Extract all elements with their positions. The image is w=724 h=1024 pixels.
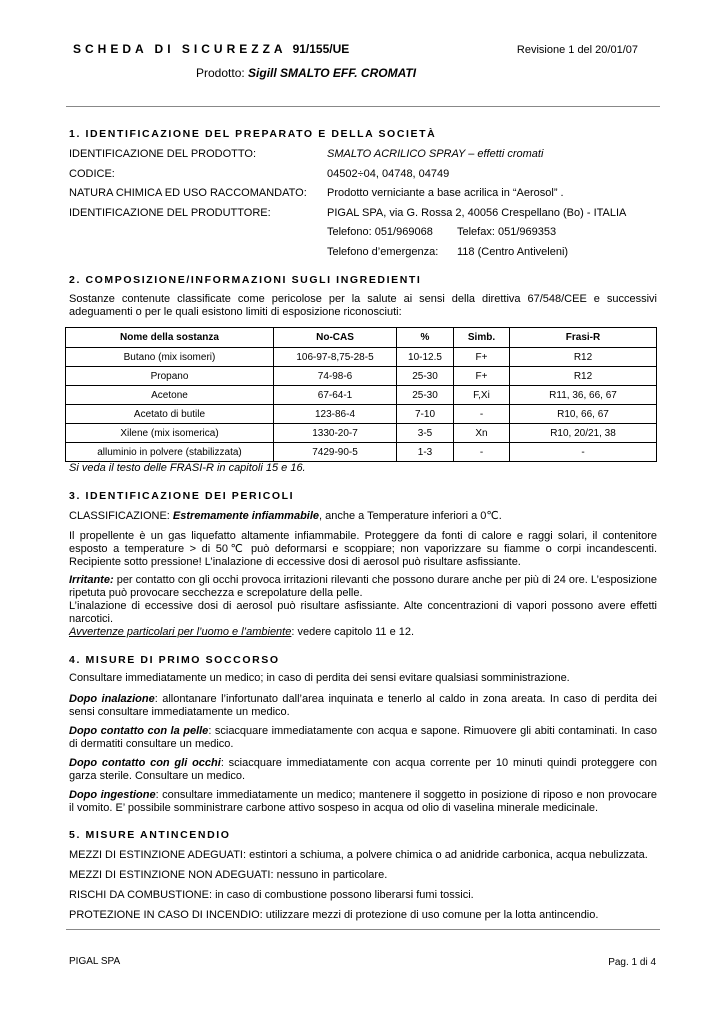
s1-emergency-value: 118 (Centro Antiveleni) bbox=[457, 246, 569, 258]
section-2-title: 2. COMPOSIZIONE/INFORMAZIONI SUGLI INGREDIENTI bbox=[69, 274, 422, 286]
revision-info: Revisione 1 del 20/01/07 bbox=[516, 44, 638, 56]
s1-emergency-label: Telefono d’emergenza: bbox=[327, 246, 439, 258]
cell-cas: 74-98-6 bbox=[274, 367, 397, 386]
cell-percent: 25-30 bbox=[397, 367, 454, 386]
cell-symbol: F+ bbox=[454, 367, 510, 386]
s1-label-product: IDENTIFICAZIONE DEL PRODOTTO: bbox=[69, 148, 257, 160]
col-header-symbol: Simb. bbox=[454, 328, 510, 348]
cell-name: Acetone bbox=[66, 386, 274, 405]
s4-skin-contact: Dopo contatto con la pelle: sciacquare immediatamente con acqua e sapone. Rimuovere gli abiti contaminati. In caso di dermatiti consultare un medico. bbox=[69, 725, 657, 750]
product-name: Sigill SMALTO EFF. CROMATI bbox=[248, 66, 417, 80]
s1-label-code: CODICE: bbox=[69, 168, 115, 180]
s4-inhalation: Dopo inalazione: allontanare l’infortunato dall’area inquinata e tenerlo al caldo in zona areata. In caso di perdita dei sensi consultare immediatamente un medico. bbox=[69, 693, 657, 718]
s3-classification: CLASSIFICAZIONE: Estremamente infiammabile, anche a Temperature inferiori a 0℃. bbox=[69, 510, 502, 522]
s1-value-producer: PIGAL SPA, via G. Rossa 2, 40056 Crespellano (Bo) - ITALIA bbox=[327, 207, 627, 219]
col-header-r-phrases: Frasi-R bbox=[510, 328, 657, 348]
product-heading: Prodotto: Sigill SMALTO EFF. CROMATI bbox=[196, 66, 417, 80]
cell-percent: 3-5 bbox=[397, 424, 454, 443]
cell-percent: 7-10 bbox=[397, 405, 454, 424]
cell-r-phrases: R12 bbox=[510, 367, 657, 386]
table-row bbox=[66, 443, 657, 462]
cell-name: Acetato di butile bbox=[66, 405, 274, 424]
s4-eye-contact: Dopo contatto con gli occhi: sciacquare immediatamente con acqua corrente per 10 minuti quindi proteggere con garza sterile. Consultare un medico. bbox=[69, 757, 657, 782]
footer-divider bbox=[66, 929, 660, 930]
cell-r-phrases: R12 bbox=[510, 348, 657, 367]
s3-warnings: Avvertenze particolari per l’uomo e l’ambiente: vedere capitolo 11 e 12. bbox=[69, 626, 415, 638]
section-3-title: 3. IDENTIFICAZIONE DEI PERICOLI bbox=[69, 490, 295, 502]
cell-r-phrases: R10, 20/21, 38 bbox=[510, 424, 657, 443]
s4-ingestion: Dopo ingestione: consultare immediatamente un medico; mantenere il soggetto in posizione di riposo e non provocare il vomito. E’ possibile somministrare carbone attivo sospeso in acqua od olio di vaselina minerale medicinale. bbox=[69, 789, 657, 814]
s3-irritant-paragraph: Irritante: per contatto con gli occhi provoca irritazioni rilevanti che possono durare anche per più di 24 ore. L’esposizione ripetuta può provocare secchezza e screpolature della pelle. bbox=[69, 574, 657, 599]
document-title: SCHEDA DI SICUREZZA 91/155/UE bbox=[73, 42, 350, 56]
col-header-cas: No-CAS bbox=[274, 328, 397, 348]
s5-combustion-risks: RISCHI DA COMBUSTIONE: in caso di combustione possono liberarsi fumi tossici. bbox=[69, 889, 474, 901]
warnings-label: Avvertenze particolari per l’uomo e l’ambiente bbox=[69, 626, 292, 638]
s1-fax: Telefax: 051/969353 bbox=[457, 226, 557, 238]
col-header-name: Nome della sostanza bbox=[66, 328, 274, 348]
footer-page-number: Pag. 1 di 4 bbox=[608, 957, 656, 968]
header-divider bbox=[66, 106, 660, 107]
cell-cas: 1330-20-7 bbox=[274, 424, 397, 443]
cell-cas: 67-64-1 bbox=[274, 386, 397, 405]
table-row bbox=[66, 386, 657, 405]
s3-inhalation-paragraph: L’inalazione di eccessive dosi di aerosol può risultare asfissiante. Alte concentrazioni di vapori possono avere effetti narcotici. bbox=[69, 600, 657, 625]
ingredients-table bbox=[65, 327, 657, 462]
cell-symbol: - bbox=[454, 405, 510, 424]
cell-cas: 123-86-4 bbox=[274, 405, 397, 424]
section-1-title: 1. IDENTIFICAZIONE DEL PREPARATO E DELLA SOCIETÀ bbox=[69, 128, 437, 140]
cell-r-phrases: - bbox=[510, 443, 657, 462]
cell-name: Xilene (mix isomerica) bbox=[66, 424, 274, 443]
directive-code: 91/155/UE bbox=[292, 42, 350, 56]
cell-name: Propano bbox=[66, 367, 274, 386]
cell-percent: 1-3 bbox=[397, 443, 454, 462]
irritant-label: Irritante: bbox=[69, 574, 114, 586]
table-row bbox=[66, 348, 657, 367]
cell-percent: 25-30 bbox=[397, 386, 454, 405]
cell-symbol: F+ bbox=[454, 348, 510, 367]
s1-label-nature: NATURA CHIMICA ED USO RACCOMANDATO: bbox=[69, 187, 307, 199]
cell-symbol: Xn bbox=[454, 424, 510, 443]
s5-fire-protection: PROTEZIONE IN CASO DI INCENDIO: utilizzare mezzi di protezione di uso comune per la lotta antincendio. bbox=[69, 909, 599, 921]
table-row bbox=[66, 405, 657, 424]
s2-note: Si veda il testo delle FRASI-R in capitoli 15 e 16. bbox=[69, 462, 306, 474]
table-row bbox=[66, 367, 657, 386]
table-header-row bbox=[66, 328, 657, 348]
cell-name: Butano (mix isomeri) bbox=[66, 348, 274, 367]
s3-propellant-paragraph: Il propellente è un gas liquefatto altamente infiammabile. Proteggere da fonti di calore e raggi solari, il contenitore esposto a temperature > di 50℃ può deformarsi e scoppiare; non vaporizzare su fiamme o corpi incandescenti. Recipiente sotto pressione! L’inalazione di eccessive dosi di aerosol può risultare asfissiante. bbox=[69, 530, 657, 568]
section-5-title: 5. MISURE ANTINCENDIO bbox=[69, 829, 231, 841]
cell-symbol: F,Xi bbox=[454, 386, 510, 405]
s1-value-code: 04502÷04, 04748, 04749 bbox=[327, 168, 450, 180]
cell-name: alluminio in polvere (stabilizzata) bbox=[66, 443, 274, 462]
s5-inadequate-means: MEZZI DI ESTINZIONE NON ADEGUATI: nessuno in particolare. bbox=[69, 869, 388, 881]
s4-intro: Consultare immediatamente un medico; in caso di perdita dei sensi evitare qualsiasi somministrazione. bbox=[69, 672, 570, 684]
footer-company: PIGAL SPA bbox=[69, 956, 121, 967]
section-4-title: 4. MISURE DI PRIMO SOCCORSO bbox=[69, 654, 280, 666]
table-row bbox=[66, 424, 657, 443]
s1-label-producer: IDENTIFICAZIONE DEL PRODUTTORE: bbox=[69, 207, 271, 219]
s1-value-product: SMALTO ACRILICO SPRAY – effetti cromati bbox=[327, 148, 544, 160]
cell-percent: 10-12.5 bbox=[397, 348, 454, 367]
col-header-percent: % bbox=[397, 328, 454, 348]
cell-r-phrases: R11, 36, 66, 67 bbox=[510, 386, 657, 405]
cell-cas: 106-97-8,75-28-5 bbox=[274, 348, 397, 367]
cell-symbol: - bbox=[454, 443, 510, 462]
s5-adequate-means: MEZZI DI ESTINZIONE ADEGUATI: estintori a schiuma, a polvere chimica o ad anidride carbonica, acqua nebulizzata. bbox=[69, 849, 648, 861]
cell-cas: 7429-90-5 bbox=[274, 443, 397, 462]
s1-value-nature: Prodotto verniciante a base acrilica in “Aerosol” . bbox=[327, 187, 564, 199]
classification-value: Estremamente infiammabile bbox=[172, 510, 320, 522]
s1-phone: Telefono: 051/969068 bbox=[327, 226, 433, 238]
cell-r-phrases: R10, 66, 67 bbox=[510, 405, 657, 424]
s2-intro: Sostanze contenute classificate come pericolose per la salute ai sensi della direttiva 67/548/CEE e successivi adeguamenti o per le quali esistono limiti di esposizione riconosciuti: bbox=[69, 293, 657, 318]
